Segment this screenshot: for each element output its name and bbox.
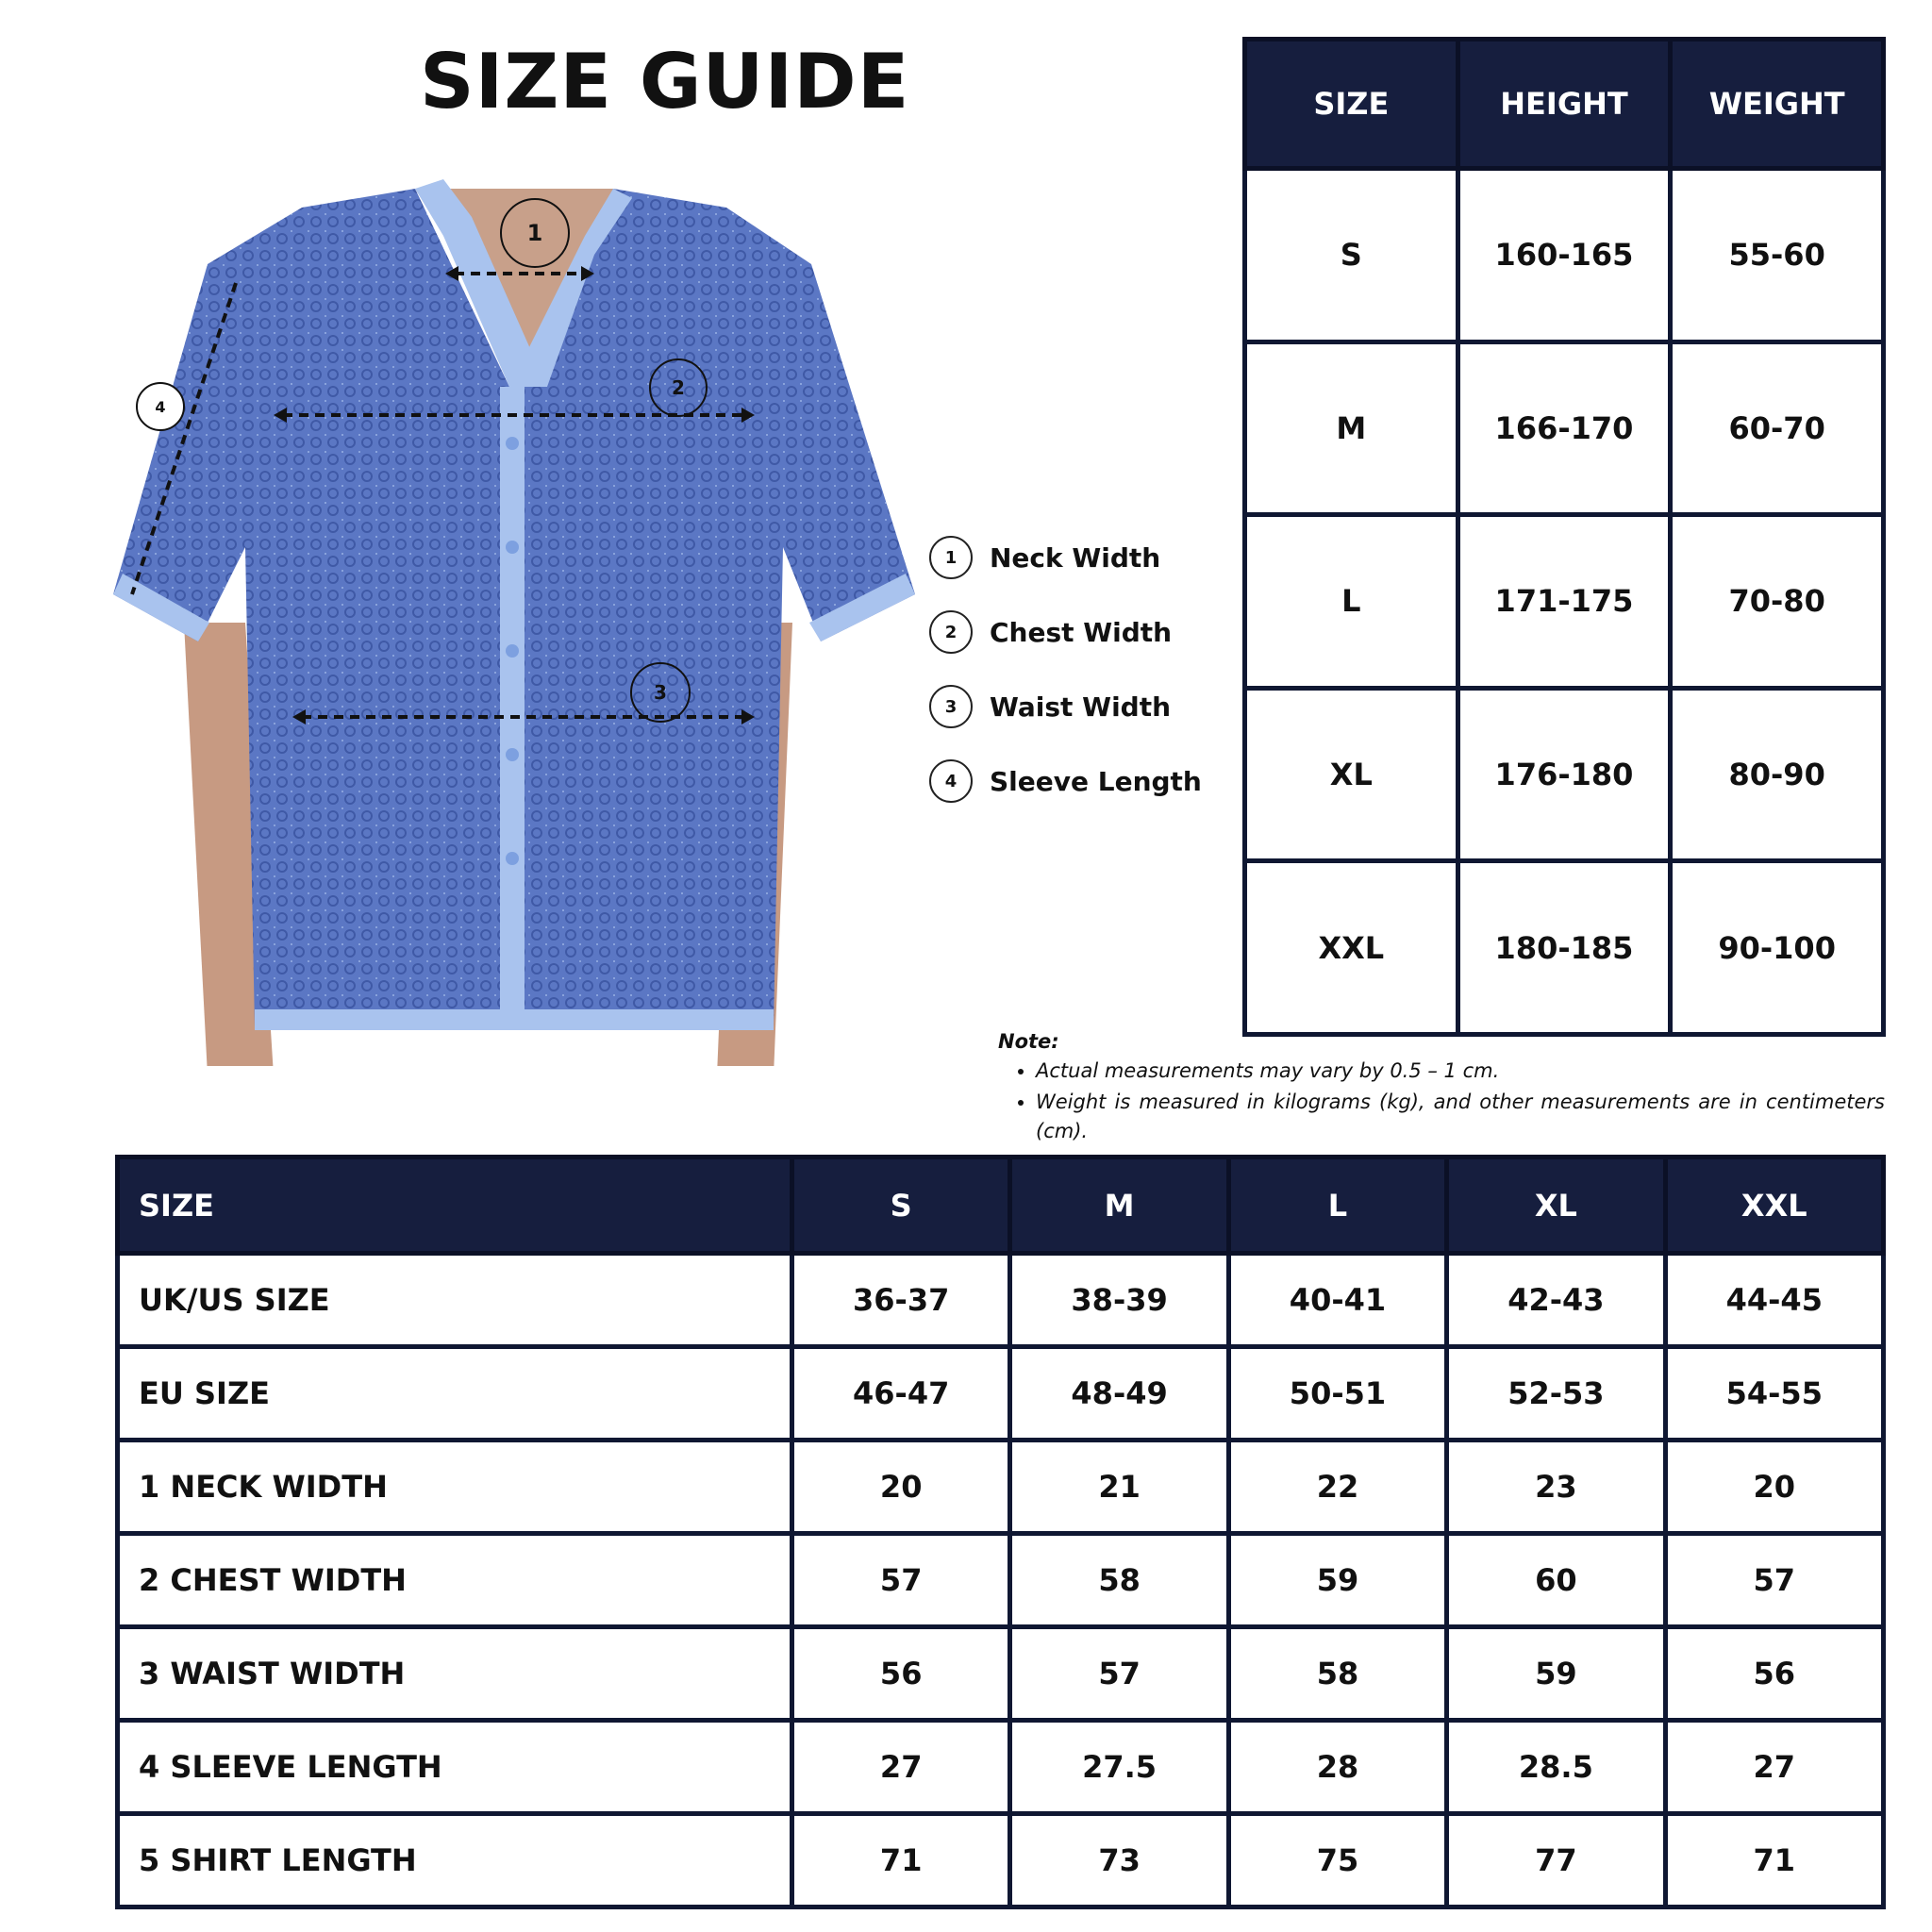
table-cell: 75 (1228, 1814, 1446, 1907)
table-cell: M (1245, 341, 1458, 515)
table-cell: 171-175 (1457, 515, 1671, 689)
table-cell: 50-51 (1228, 1347, 1446, 1441)
marker-4: 4 (136, 382, 185, 431)
table-cell: 57 (1665, 1534, 1883, 1627)
table-cell: 59 (1447, 1627, 1665, 1721)
table-cell: L (1245, 515, 1458, 689)
table-cell: 42-43 (1447, 1254, 1665, 1347)
legend-label: Chest Width (990, 616, 1173, 648)
legend-item-sleeve-length (929, 757, 1212, 806)
row-label: UK/US SIZE (118, 1254, 792, 1347)
row-label: 5 SHIRT LENGTH (118, 1814, 792, 1907)
table-cell: 57 (792, 1534, 1010, 1627)
row-label: 4 SLEEVE LENGTH (118, 1721, 792, 1814)
table-row (1245, 341, 1884, 515)
legend-label: Neck Width (990, 541, 1161, 574)
table-cell: 60 (1447, 1534, 1665, 1627)
table-cell: 23 (1447, 1441, 1665, 1534)
table-cell: 27.5 (1010, 1721, 1228, 1814)
table-cell: 80-90 (1671, 688, 1884, 861)
table-cell: 28 (1228, 1721, 1446, 1814)
row-label: 3 WAIST WIDTH (118, 1627, 792, 1721)
table-row (118, 1721, 1884, 1814)
table-cell: 21 (1010, 1441, 1228, 1534)
table-cell: 58 (1010, 1534, 1228, 1627)
table-cell: 71 (792, 1814, 1010, 1907)
table-cell: 60-70 (1671, 341, 1884, 515)
note-section (998, 1030, 1885, 1148)
measurement-legend (929, 533, 1212, 831)
marker-2: 2 (649, 358, 708, 417)
table-row (118, 1627, 1884, 1721)
column-header-l: L (1228, 1158, 1446, 1254)
table-cell: 20 (792, 1441, 1010, 1534)
legend-label: Sleeve Length (990, 765, 1202, 797)
legend-item-neck-width (929, 533, 1212, 582)
table-cell: 48-49 (1010, 1347, 1228, 1441)
column-header-xl: XL (1447, 1158, 1665, 1254)
table-cell: 27 (1665, 1721, 1883, 1814)
column-header-m: M (1010, 1158, 1228, 1254)
table-cell: 71 (1665, 1814, 1883, 1907)
table-cell: 77 (1447, 1814, 1665, 1907)
table-row (1245, 688, 1884, 861)
column-header-size: SIZE (118, 1158, 792, 1254)
table-cell: 40-41 (1228, 1254, 1446, 1347)
legend-number: 1 (929, 536, 973, 579)
marker-1: 1 (500, 198, 570, 268)
table-cell: 58 (1228, 1627, 1446, 1721)
note-item: • Weight is measured in kilograms (kg), and other measurements are in centimeters (cm). (1036, 1088, 1885, 1146)
shirt-illustration (104, 179, 934, 1066)
table-row (118, 1254, 1884, 1347)
table-cell: 55-60 (1671, 169, 1884, 342)
legend-item-chest-width (929, 608, 1212, 657)
page-title: SIZE GUIDE (420, 38, 910, 125)
table-row (118, 1534, 1884, 1627)
table-row (118, 1441, 1884, 1534)
legend-number: 2 (929, 610, 973, 654)
height-weight-table (1242, 37, 1886, 1037)
table-cell: 52-53 (1447, 1347, 1665, 1441)
table-cell: 44-45 (1665, 1254, 1883, 1347)
table-row (1245, 861, 1884, 1035)
table-cell: 166-170 (1457, 341, 1671, 515)
measurements-table (115, 1155, 1886, 1909)
table-cell: 176-180 (1457, 688, 1671, 861)
legend-number: 4 (929, 759, 973, 803)
table-row (1245, 169, 1884, 342)
column-header-s: S (792, 1158, 1010, 1254)
table-cell: 36-37 (792, 1254, 1010, 1347)
note-list (998, 1057, 1885, 1146)
table-cell: 56 (1665, 1627, 1883, 1721)
note-title: Note: (998, 1030, 1059, 1053)
table-cell: XL (1245, 688, 1458, 861)
table-cell: 90-100 (1671, 861, 1884, 1035)
table-cell: 27 (792, 1721, 1010, 1814)
table-cell: 73 (1010, 1814, 1228, 1907)
table-header-row (118, 1158, 1884, 1254)
table-cell: 70-80 (1671, 515, 1884, 689)
column-header-xxl: XXL (1665, 1158, 1883, 1254)
table-cell: 56 (792, 1627, 1010, 1721)
table-cell: 38-39 (1010, 1254, 1228, 1347)
note-item: • Actual measurements may vary by 0.5 – 1 cm. (1036, 1057, 1885, 1086)
table-cell: XXL (1245, 861, 1458, 1035)
table-row (118, 1347, 1884, 1441)
column-header-height: HEIGHT (1457, 40, 1671, 169)
table-cell: 59 (1228, 1534, 1446, 1627)
table-row (118, 1814, 1884, 1907)
legend-item-waist-width (929, 682, 1212, 731)
row-label: 1 NECK WIDTH (118, 1441, 792, 1534)
legend-number: 3 (929, 685, 973, 728)
column-header-weight: WEIGHT (1671, 40, 1884, 169)
table-cell: 22 (1228, 1441, 1446, 1534)
marker-3: 3 (630, 662, 691, 723)
table-header-row (1245, 40, 1884, 169)
table-cell: 57 (1010, 1627, 1228, 1721)
table-cell: 20 (1665, 1441, 1883, 1534)
table-row (1245, 515, 1884, 689)
table-cell: 28.5 (1447, 1721, 1665, 1814)
table-cell: 54-55 (1665, 1347, 1883, 1441)
row-label: EU SIZE (118, 1347, 792, 1441)
table-cell: 160-165 (1457, 169, 1671, 342)
table-cell: 46-47 (792, 1347, 1010, 1441)
legend-label: Waist Width (990, 691, 1172, 723)
column-header-size: SIZE (1245, 40, 1458, 169)
row-label: 2 CHEST WIDTH (118, 1534, 792, 1627)
table-cell: S (1245, 169, 1458, 342)
table-cell: 180-185 (1457, 861, 1671, 1035)
